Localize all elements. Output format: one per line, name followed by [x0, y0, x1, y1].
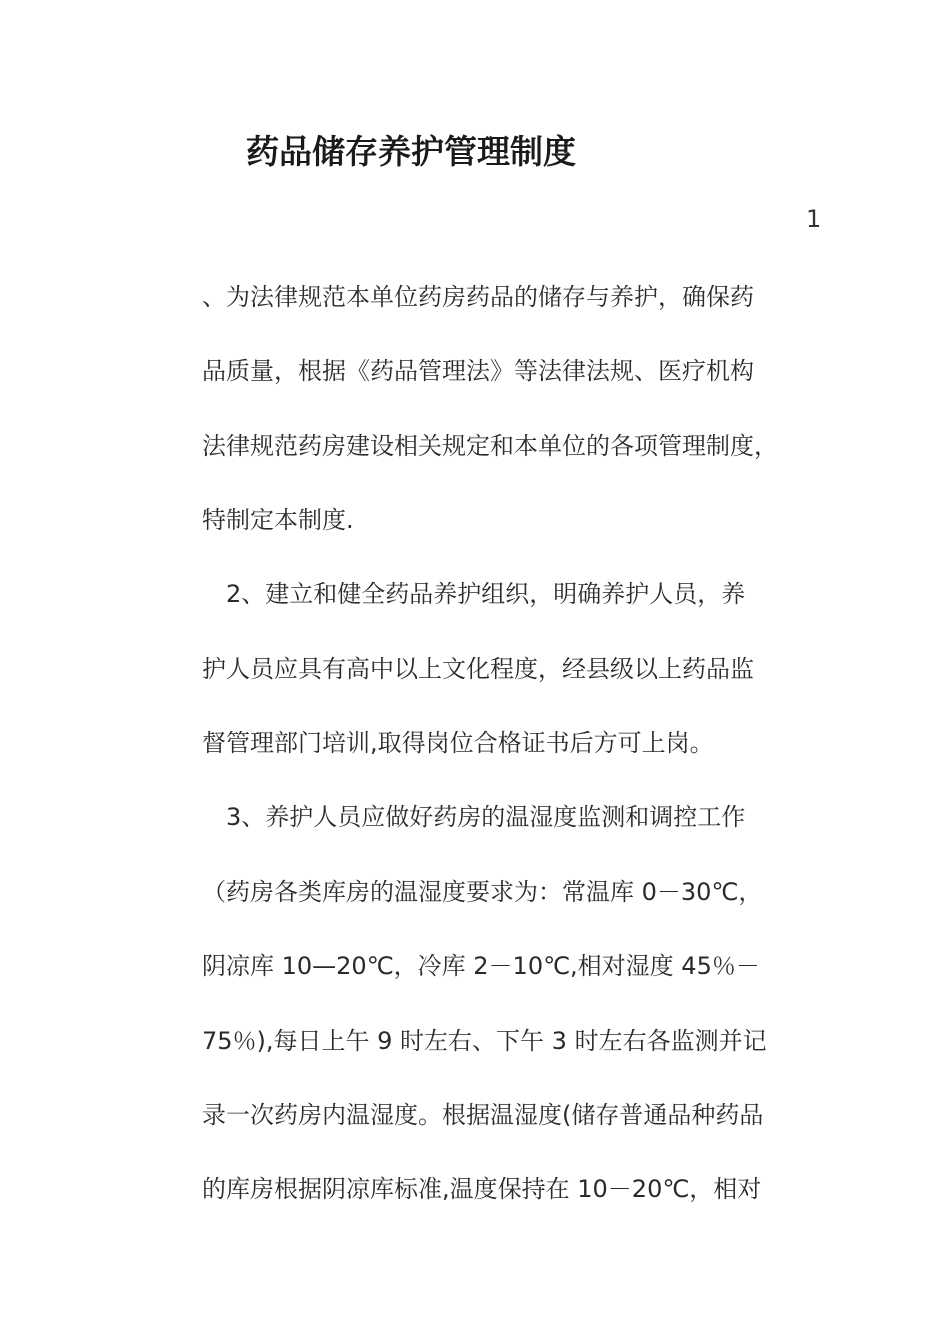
text-line: 3、养护人员应做好药房的温湿度监测和调控工作 [202, 803, 746, 831]
text-line: 75％),每日上午 9 时左右、下午 3 时左右各监测并记 [202, 1027, 767, 1055]
text-line: 2、建立和健全药品养护组织，明确养护人员，养 [202, 580, 746, 608]
text-line: 特制定本制度. [202, 506, 354, 534]
text-line: 的库房根据阴凉库标准,温度保持在 10－20℃，相对 [202, 1175, 762, 1203]
text-line: 录一次药房内温湿度。根据温湿度(储存普通品种药品 [202, 1101, 764, 1129]
document-title: 药品储存养护管理制度 [246, 132, 576, 171]
text-line: 法律规范药房建设相关规定和本单位的各项管理制度， [202, 432, 778, 460]
text-line: 督管理部门培训,取得岗位合格证书后方可上岗。 [202, 729, 714, 757]
text-line: 阴凉库 10—20℃，冷库 2－10℃,相对湿度 45％－ [202, 952, 760, 980]
text-line: （药房各类库房的温湿度要求为：常温库 0－30℃， [202, 878, 763, 906]
page-number: 1 [806, 205, 822, 233]
text-line: 品质量，根据《药品管理法》等法律法规、医疗机构 [202, 357, 754, 385]
text-line: 、为法律规范本单位药房药品的储存与养护，确保药 [202, 283, 754, 311]
text-line: 护人员应具有高中以上文化程度，经县级以上药品监 [202, 655, 754, 683]
